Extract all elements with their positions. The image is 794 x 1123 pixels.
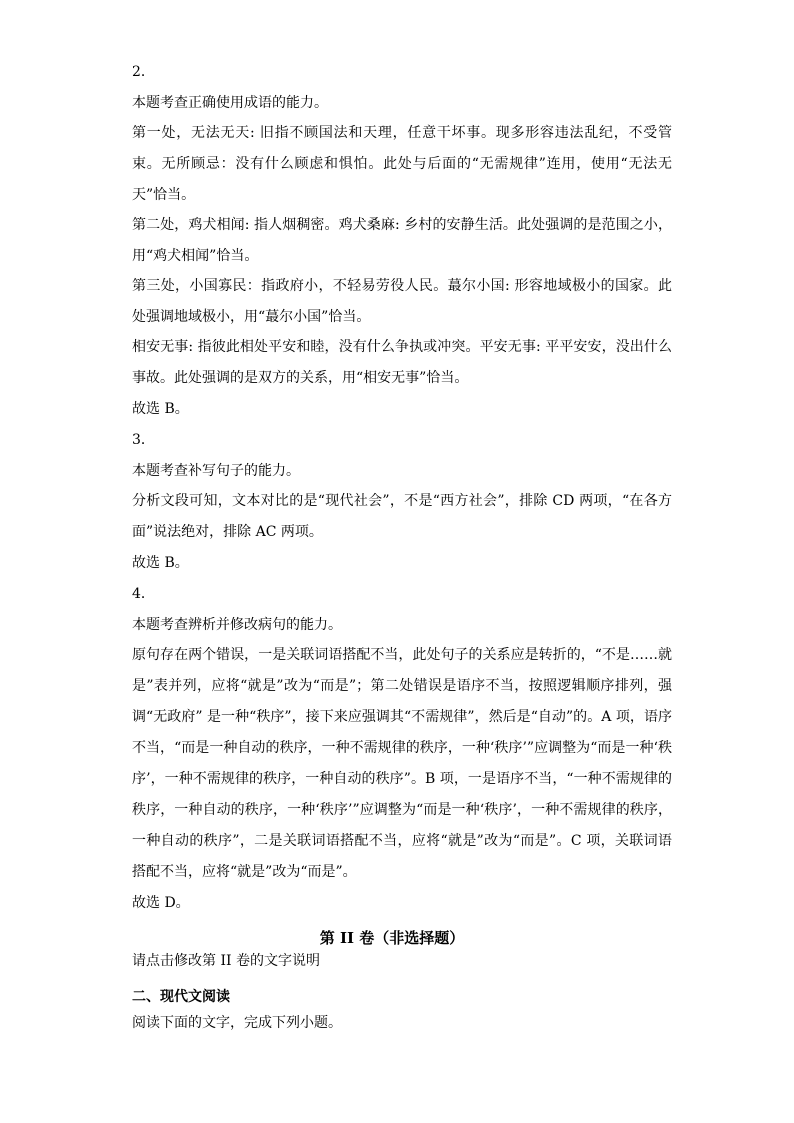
question-2-paragraph-4: 相安无事: 指彼此相处平安和睦，没有什么争执或冲突。平安无事: 平平安安，没出什么事故。此处强调的是双方的关系，用“相安无事”恰当。 (132, 339, 672, 386)
question-number-3: 3． (132, 432, 155, 448)
question-number-2: 2． (132, 64, 155, 80)
document-page (132, 62, 672, 1033)
question-3-intro: 本题考查补写句子的能力。 (132, 463, 300, 479)
question-4-answer: 故选 D。 (132, 895, 190, 911)
section-2-instruction: 阅读下面的文字，完成下列小题。 (132, 1015, 342, 1031)
section-2-heading: 二、现代文阅读 (132, 989, 230, 1005)
question-2-answer: 故选 B。 (132, 401, 189, 417)
question-4-paragraph-1: 原句存在两个错误，一是关联词语搭配不当，此处句子的关系应是转折的，“不是……就是”表并列，应将“就是”改为“而是”；第二处错误是语序不当，按照逻辑顺序排列，强调“无政府” 是一种“秩序”，接下来应强调其“不需规律”，然后是“自动”的。A 项，语序不当，“而是一种自动的秩序，一种不需规律的秩序，一种‘秩序’”应调整为“而是一种‘秩序’，一种不需规律的秩序，一种自动的秩序”。B 项，一是语序不当，“一种不需规律的秩序，一种自动的秩序，一种‘秩序’”应调整为“而是一种‘秩序’，一种不需规律的秩序，一种自动的秩序”，二是关联词语搭配不当，应将“就是”改为“而是”。C 项，关联词语搭配不当，应将“就是”改为“而是”。 (132, 647, 672, 880)
question-3-answer: 故选 B。 (132, 555, 189, 571)
question-number-4: 4． (132, 586, 155, 602)
question-4-intro: 本题考查辨析并修改病句的能力。 (132, 617, 342, 633)
part-2-title: 第 II 卷（非选择题） (319, 929, 465, 947)
question-2-paragraph-3: 第三处，小国寡民：指政府小，不轻易劳役人民。蕞尔小国: 形容地域极小的国家。此处强调地域极小，用“蕞尔小国”恰当。 (132, 278, 672, 325)
question-2-paragraph-1: 第一处，无法无天: 旧指不顾国法和天理，任意干坏事。现多形容违法乱纪，不受管束。无所顾忌：没有什么顾虑和惧怕。此处与后面的“无需规律”连用，使用“无法无天”恰当。 (132, 125, 672, 203)
question-2-intro: 本题考查正确使用成语的能力。 (132, 95, 328, 111)
question-2-paragraph-2: 第二处，鸡犬相闻: 指人烟稠密。鸡犬桑麻: 乡村的安静生活。此处强调的是范围之小，用“鸡犬相闻”恰当。 (132, 217, 672, 264)
part-2-note[interactable]: 请点击修改第 II 卷的文字说明 (132, 953, 320, 969)
question-3-paragraph-1: 分析文段可知，文本对比的是“现代社会”，不是“西方社会”，排除 CD 两项，“在各方面”说法绝对，排除 AC 两项。 (132, 493, 672, 540)
